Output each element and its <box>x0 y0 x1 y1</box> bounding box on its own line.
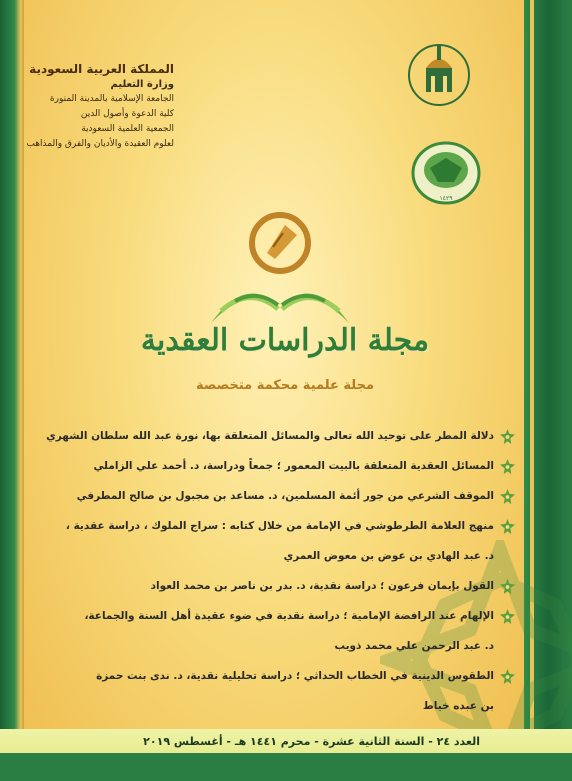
journal-subtitle: مجلة علمية محكمة متخصصة <box>195 378 375 393</box>
toc-item <box>46 428 515 458</box>
society-logo-icon <box>410 140 482 206</box>
toc-item-text: منهج العلامة الطرطوشي في الإمامة من خلال كتابه : سراج الملوك ، دراسة عقدية ، <box>65 520 494 532</box>
university-name: الجامعة الإسلامية بالمدينة المنورة <box>49 94 174 104</box>
toc-item-continuation <box>70 698 515 728</box>
toc-item-text: دلالة المطر على توحيد الله تعالى والمسائل المتعلقة بها، نورة عبد الله سلطان الشهري <box>46 430 494 442</box>
toc-item <box>65 518 515 548</box>
journal-title: مجلة الدراسات العقدية <box>140 323 430 358</box>
toc-item-text: د. عبد الرحمن علي محمد ذويب <box>334 640 494 652</box>
toc-item-text: المسائل العقدية المتعلقة بالبيت المعمور ؛ جمعاً ودراسة، د. أحمد علي الزاملي <box>93 460 494 472</box>
issue-info: العدد ٢٤ - السنة الثانية عشرة - محرم ١٤٤١ هـ - أغسطس ٢٠١٩ <box>143 735 480 748</box>
left-green-band <box>0 0 24 781</box>
kingdom-name: المملكة العربية السعودية <box>29 62 174 76</box>
star-bullet-icon <box>500 519 515 534</box>
toc-item-text: الطقوس الدينية في الخطاب الحداثي ؛ دراسة تحليلية نقدية، د. ندى بنت حمزة <box>96 670 494 682</box>
toc-item <box>70 458 515 488</box>
star-bullet-icon <box>500 609 515 624</box>
table-of-contents <box>46 428 515 728</box>
society-field: لعلوم العقيدة والأديان والفرق والمذاهب <box>26 139 174 149</box>
pen-book-emblem-icon <box>205 205 355 335</box>
toc-item-continuation <box>70 638 515 668</box>
toc-item-text: د. عبد الهادي بن عوض بن معوض العمري <box>283 550 494 562</box>
toc-item <box>70 488 515 518</box>
svg-text:١٤٢٩: ١٤٢٩ <box>439 195 453 202</box>
toc-item-text: القول بإيمان فرعون ؛ دراسة نقدية، د. بدر بن ناصر بن محمد العواد <box>150 580 494 592</box>
toc-item <box>70 578 515 608</box>
ministry-name: وزارة التعليم <box>110 79 174 90</box>
toc-item-continuation <box>70 548 515 578</box>
society-name: الجمعية العلمية السعودية <box>81 124 174 134</box>
toc-item-text: الموقف الشرعي من جور أئمة المسلمين، د. مساعد بن مجبول بن صالح المطرفي <box>76 490 494 502</box>
toc-item <box>70 668 515 698</box>
star-bullet-icon <box>500 429 515 444</box>
organization-block <box>24 62 174 152</box>
toc-item <box>70 608 515 638</box>
college-name: كلية الدعوة وأصول الدين <box>80 109 174 119</box>
footer-green-band <box>0 753 572 781</box>
university-logo-icon <box>404 40 474 110</box>
star-bullet-icon <box>500 459 515 474</box>
star-bullet-icon <box>500 669 515 684</box>
toc-item-text: بن عبده خياط <box>422 700 494 712</box>
star-bullet-icon <box>500 489 515 504</box>
toc-item-text: الإلهام عند الرافضة الإمامية ؛ دراسة نقدية في ضوء عقيدة أهل السنة والجماعة، <box>84 610 494 622</box>
star-bullet-icon <box>500 579 515 594</box>
